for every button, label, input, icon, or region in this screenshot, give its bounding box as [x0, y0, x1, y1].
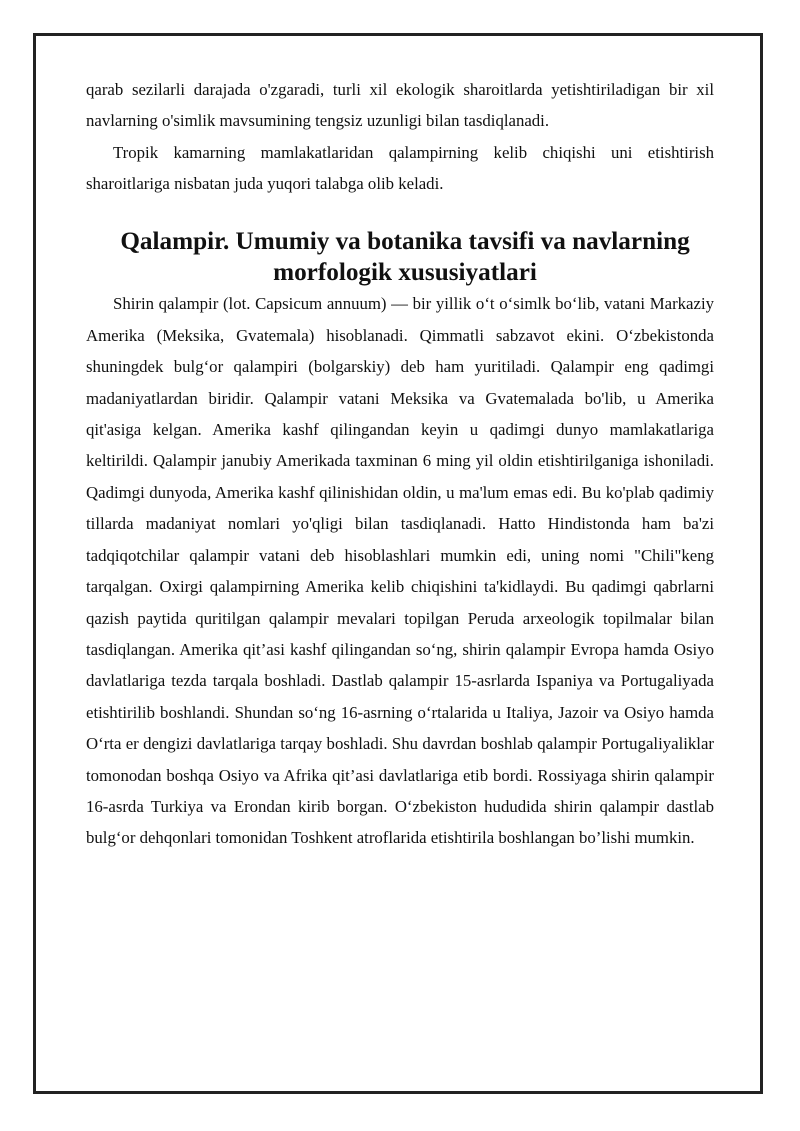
document-body	[86, 74, 714, 854]
paragraph-tropic-origin: Tropik kamarning mamlakatlaridan qalampirning kelib chiqishi uni etishtirish sharoitlariga nisbatan juda yuqori talabga olib keladi.	[86, 142, 714, 194]
page-border	[33, 33, 763, 1094]
paragraph-continuation: qarab sezilarli darajada o'zgaradi, turli xil ekologik sharoitlarda yetishtiriladigan bir xil navlarning o'simlik mavsumining tengsiz uzunligi bilan tasdiqlanadi.	[86, 80, 714, 131]
paragraph-pepper-history: Shirin qalampir (lot. Capsicum annuum) — bir yillik o‘t o‘simlk bo‘lib, vatani Markaziy Amerika (Meksika, Gvatemala) hisoblanadi. Qimmatli sabzavot ekini. O‘zbekistonda shuningdek bulg‘or qalampiri (bolgarskiy) deb ham yuritiladi. Qalampir eng qadimgi madaniyatlardan biridir. Qalampir vatani Meksika va Gvatemalada bo'lib, u Amerika qit'asiga kelgan. Amerika kashf qilingandan keyin u qadimgi dunyo mamlakatlariga keltirildi. Qalampir janubiy Amerikada taxminan 6 ming yil oldin etishtirilganiga ishoniladi. Qadimgi dunyoda, Amerika kashf qilinishidan oldin, u ma'lum emas edi. Bu ko'plab qadimiy tillarda madaniyat nomlari yo'qligi bilan tasdiqlanadi. Hatto Hindistonda ham ba'zi tadqiqotchilar qalampir vatani deb hisoblashlari mumkin edi, uning nomi "Chili"keng tarqalgan. Oxirgi qalampirning Amerika kelib chiqishini ta'kidlaydi. Bu qadimgi qabrlarni qazish paytida quritilgan qalampir mevalari topilgan Peruda arxeologik topilmalar bilan tasdiqlangan. Amerika qit’asi kashf qilingandan so‘ng, shirin qalampir Evropa hamda Osiyo davlatlariga tezda tarqala boshladi. Dastlab qalampir 15-asrlarda Ispaniya va Portugaliyada etishtirilib boshlandi. Shundan so‘ng 16-asrning o‘rtalarida u Italiya, Jazoir va Osiyo hamda O‘rta er dengizi davlatlariga tarqay boshladi. Shu davrdan boshlab qalampir Portugaliyaliklar tomonodan boshqa Osiyo va Afrika qit’asi davlatlariga etib bordi. Rossiyaga shirin qalampir 16-asrda Turkiya va Erondan kirib borgan. O‘zbekiston hududida shirin qalampir dastlab bulg‘or dehqonlari tomonidan Toshkent atroflarida etishtirila boshlangan bo’lishi mumkin.	[86, 294, 714, 848]
section-heading: Qalampir. Umumiy va botanika tavsifi va navlarning morfologik xususiyatlari	[120, 227, 690, 287]
